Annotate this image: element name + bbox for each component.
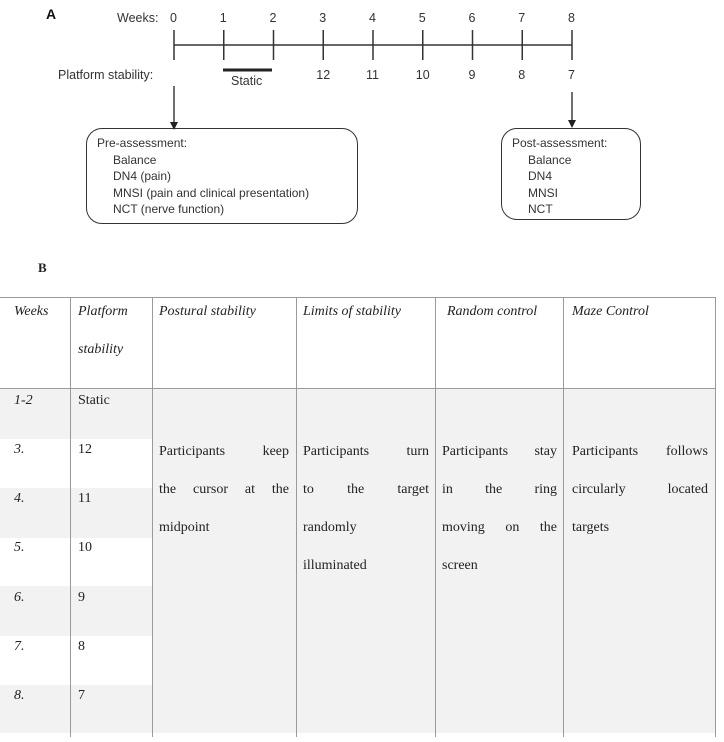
description-line: midpoint xyxy=(159,520,210,535)
week-cell: 3. xyxy=(14,442,25,457)
post-assessment-title: Post-assessment: xyxy=(512,136,608,150)
random-description xyxy=(442,433,557,585)
post-assessment-item: DN4 xyxy=(528,169,553,183)
week-number-label: 3 xyxy=(319,11,327,25)
training-schedule-table xyxy=(0,297,724,737)
description-line: illuminated xyxy=(303,558,367,573)
column-divider xyxy=(70,297,71,737)
panel-a-letter: A xyxy=(46,6,57,22)
column-divider xyxy=(296,297,297,737)
stability-cell: 10 xyxy=(78,540,92,555)
stability-level-label: 9 xyxy=(468,68,476,82)
pre-assessment-box xyxy=(86,128,358,224)
description-line: the cursor at the xyxy=(159,482,289,497)
week-number-label: 6 xyxy=(468,11,476,25)
stability-level-label: 8 xyxy=(518,68,526,82)
column-divider xyxy=(152,297,153,737)
post-assessment-item: NCT xyxy=(528,202,553,216)
week-cell: 5. xyxy=(14,540,25,555)
post-assessment-item: MNSI xyxy=(528,185,558,200)
week-number-label: 5 xyxy=(418,11,426,25)
stability-cell: 12 xyxy=(78,442,92,457)
pre-assessment-item: Balance xyxy=(113,152,157,167)
stability-level-label: 10 xyxy=(415,68,430,82)
week-cell: 4. xyxy=(14,491,25,506)
description-line: Participants turn xyxy=(303,444,429,459)
week-number-label: 1 xyxy=(219,11,227,25)
pre-assessment-item: MNSI (pain and clinical presentation) xyxy=(113,185,310,200)
platform-stability-label: Platform stability: xyxy=(58,68,154,82)
post-assessment-box xyxy=(501,128,641,220)
week-number-label: 7 xyxy=(518,11,526,25)
description-line: targets xyxy=(572,520,610,535)
description-line: Participants follows xyxy=(572,444,708,459)
panel-b-letter: B xyxy=(38,260,47,275)
header-random-control: Random control xyxy=(447,304,538,319)
week-cell: 6. xyxy=(14,590,25,605)
description-line: to the target xyxy=(303,482,429,497)
description-line: screen xyxy=(442,558,478,573)
header-postural-stability: Postural stability xyxy=(159,304,256,319)
description-line: circularly located xyxy=(572,482,708,497)
description-line: Participants stay xyxy=(442,444,557,459)
pre-assessment-item: DN4 (pain) xyxy=(113,169,172,183)
limits-description xyxy=(303,433,429,585)
week-cell: 8. xyxy=(14,688,25,703)
panel-a-timeline xyxy=(0,0,724,250)
week-cell: 7. xyxy=(14,639,25,654)
description-line: Participants keep xyxy=(159,444,289,459)
header-divider xyxy=(0,388,716,389)
header-stability: stability xyxy=(78,342,124,357)
stability-cell: 7 xyxy=(78,688,85,703)
weeks-label: Weeks: xyxy=(117,11,159,25)
stability-cell: 9 xyxy=(78,590,85,605)
column-divider xyxy=(435,297,436,737)
header-platform: Platform xyxy=(78,304,128,319)
week-number-label: 8 xyxy=(568,11,575,25)
stability-level-label: 12 xyxy=(316,68,331,82)
maze-description xyxy=(572,433,708,547)
stability-level-label: 11 xyxy=(366,68,379,82)
pre-assessment-item: NCT (nerve function) xyxy=(113,202,225,216)
header-limits-of-stability: Limits of stability xyxy=(303,304,402,319)
post-assessment-item: Balance xyxy=(528,152,572,167)
week-number-label: 2 xyxy=(269,11,277,25)
description-line: moving on the xyxy=(442,520,557,535)
table-right-border xyxy=(715,297,716,737)
stability-level-label: 7 xyxy=(568,68,575,82)
header-maze-control: Maze Control xyxy=(572,304,649,319)
postural-description xyxy=(159,433,289,547)
pre-assessment-title: Pre-assessment: xyxy=(97,136,188,150)
stability-cell: 11 xyxy=(78,491,92,506)
week-number-label: 4 xyxy=(369,11,376,25)
week-cell: 1-2 xyxy=(14,393,33,408)
description-line: in the ring xyxy=(442,482,557,497)
stability-cell: Static xyxy=(78,393,110,408)
week-number-label: 0 xyxy=(170,11,177,25)
header-weeks: Weeks xyxy=(14,304,49,319)
static-label: Static xyxy=(231,74,263,88)
column-divider xyxy=(563,297,564,737)
description-line: randomly xyxy=(303,520,357,535)
stability-cell: 8 xyxy=(78,639,85,654)
